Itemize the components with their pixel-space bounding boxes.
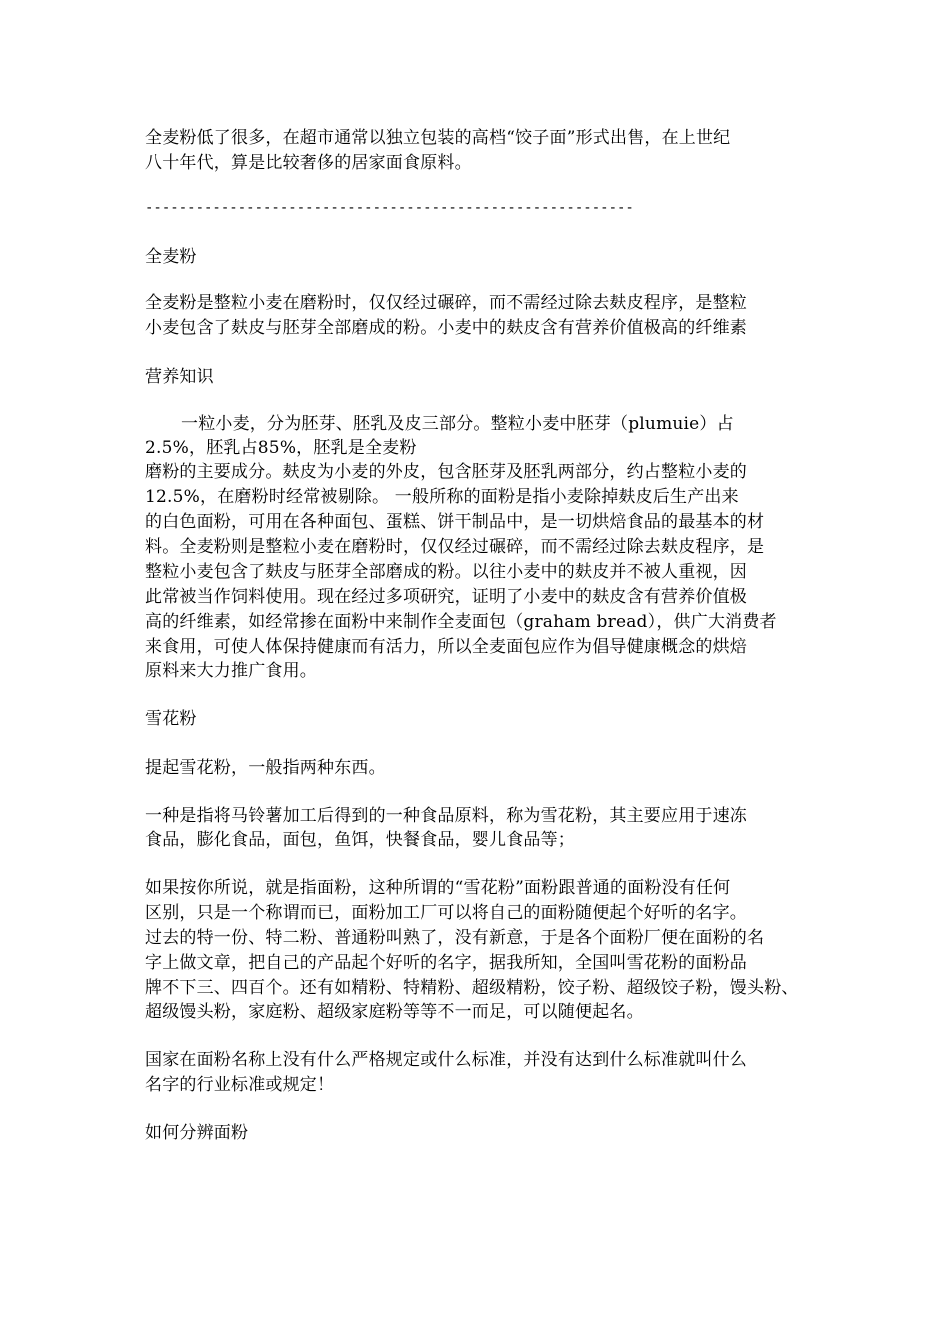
heading-nutrition: 营养知识 [145,367,214,387]
nutrition-line-2: 2.5%，胚乳占85%，胚乳是全麦粉 [145,438,417,458]
snowflake-p4-line-2: 名字的行业标准或规定！ [145,1075,335,1095]
whole-wheat-line-2: 小麦包含了麸皮与胚芽全部磨成的粉。小麦中的麸皮含有营养价值极高的纤维素 [145,318,747,338]
snowflake-p3-line-2: 区别，只是一个称谓而已，面粉加工厂可以将自己的面粉随便起个好听的名字。 [145,903,747,923]
heading-identify-flour: 如何分辨面粉 [145,1123,249,1143]
heading-snowflake: 雪花粉 [145,709,197,729]
nutrition-line-3: 磨粉的主要成分。麸皮为小麦的外皮，包含胚芽及胚乳两部分，约占整粒小麦的 [145,462,747,482]
nutrition-line-10: 来食用，可使人体保持健康而有活力，所以全麦面包应作为倡导健康概念的烘焙 [145,637,747,657]
intro-line-2: 八十年代，算是比较奢侈的居家面食原料。 [145,153,472,173]
snowflake-p3-line-1: 如果按你所说，就是指面粉，这种所谓的“雪花粉”面粉跟普通的面粉没有任何 [145,878,731,898]
nutrition-line-6: 料。全麦粉则是整粒小麦在磨粉时，仅仅经过碾碎，而不需经过除去麸皮程序，是 [145,537,765,557]
nutrition-line-8: 此常被当作饲料使用。现在经过多项研究，证明了小麦中的麸皮含有营养价值极 [145,587,747,607]
snowflake-p3-line-5: 牌不下三、四百个。还有如精粉、特精粉、超级精粉，饺子粉、超级饺子粉，馒头粉、 [145,978,799,998]
snowflake-p3-line-3: 过去的特一份、特二粉、普通粉叫熟了，没有新意，于是各个面粉厂便在面粉的名 [145,928,765,948]
nutrition-line-9: 高的纤维素，如经常掺在面粉中来制作全麦面包（graham bread），供广大消费者 [145,612,777,632]
section-divider: ---------------------------------------------------------- [145,200,634,216]
snowflake-p4-line-1: 国家在面粉名称上没有什么严格规定或什么标准，并没有达到什么标准就叫什么 [145,1050,747,1070]
intro-line-1: 全麦粉低了很多，在超市通常以独立包装的高档“饺子面”形式出售，在上世纪 [145,128,731,148]
snowflake-p2-line-1: 一种是指将马铃薯加工后得到的一种食品原料，称为雪花粉，其主要应用于速冻 [145,806,747,826]
snowflake-p3-line-4: 字上做文章，把自己的产品起个好听的名字，据我所知，全国叫雪花粉的面粉品 [145,953,747,973]
snowflake-p2-line-2: 食品，膨化食品，面包，鱼饵，快餐食品，婴儿食品等； [145,830,575,850]
nutrition-line-1: 一粒小麦，分为胚芽、胚乳及皮三部分。整粒小麦中胚芽（plumuie）占 [181,414,734,434]
whole-wheat-line-1: 全麦粉是整粒小麦在磨粉时，仅仅经过碾碎，而不需经过除去麸皮程序，是整粒 [145,293,747,313]
nutrition-line-4: 12.5%，在磨粉时经常被剔除。 一般所称的面粉是指小麦除掉麸皮后生产出来 [145,487,739,507]
nutrition-line-7: 整粒小麦包含了麸皮与胚芽全部磨成的粉。以往小麦中的麸皮并不被人重视，因 [145,562,747,582]
nutrition-line-11: 原料来大力推广食用。 [145,661,317,681]
heading-whole-wheat: 全麦粉 [145,247,197,267]
nutrition-line-5: 的白色面粉，可用在各种面包、蛋糕、饼干制品中，是一切烘焙食品的最基本的材 [145,512,765,532]
snowflake-p1-line-1: 提起雪花粉，一般指两种东西。 [145,758,386,778]
snowflake-p3-line-6: 超级馒头粉，家庭粉、超级家庭粉等等不一而足，可以随便起名。 [145,1002,644,1022]
